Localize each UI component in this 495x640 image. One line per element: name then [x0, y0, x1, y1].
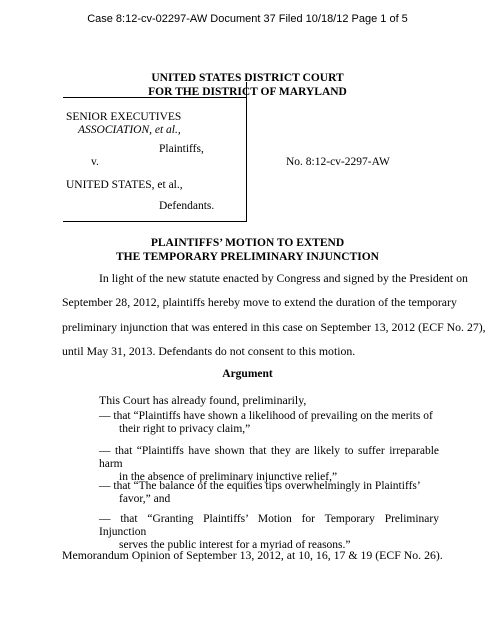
- motion-title-line2: THE TEMPORARY PRELIMINARY INJUNCTION: [116, 251, 379, 263]
- finding-item-4-line2: serves the public interest for a myriad of reasons.”: [119, 539, 351, 551]
- motion-title-line1: PLAINTIFFS’ MOTION TO EXTEND: [150, 237, 345, 249]
- finding-item-2-line1: — that “Plaintiffs have shown that they are likely to suffer irreparable harm: [99, 445, 439, 470]
- intro-line1: In light of the new statute enacted by Congress and signed by the President on: [99, 271, 468, 285]
- intro-line2: September 28, 2012, plaintiffs hereby move to extend the duration of the temporary: [62, 295, 457, 309]
- finding-item-1: [99, 410, 439, 436]
- finding-item-3: [99, 480, 439, 506]
- versus-label: v.: [91, 156, 99, 168]
- finding-item-2: [99, 445, 439, 484]
- argument-heading: Argument: [222, 368, 273, 380]
- intro-line4: until May 31, 2013. Defendants do not consent to this motion.: [62, 344, 356, 358]
- ecf-header: Case 8:12-cv-02297-AW Document 37 Filed 10/18/12 Page 1 of 5: [87, 13, 408, 25]
- caption-bottom-rule: [63, 221, 246, 222]
- caption-top-rule: [63, 97, 246, 98]
- finding-item-3-line1: — that “The balance of the equities tips overwhelmingly in Plaintiffs’: [99, 480, 421, 492]
- court-name-line1: UNITED STATES DISTRICT COURT: [151, 72, 344, 84]
- caption-vertical-rule: [246, 82, 247, 222]
- plaintiff-name-line1: SENIOR EXECUTIVES: [66, 111, 182, 123]
- court-name-line2: FOR THE DISTRICT OF MARYLAND: [148, 86, 347, 98]
- finding-item-4: [99, 513, 439, 552]
- defendant-name: UNITED STATES, et al.,: [66, 179, 183, 191]
- defendants-label: Defendants.: [159, 200, 215, 212]
- finding-item-4-line1: — that “Granting Plaintiffs’ Motion for Temporary Preliminary Injunction: [99, 513, 439, 538]
- citation: Memorandum Opinion of September 13, 2012, at 10, 16, 17 & 19 (ECF No. 26).: [62, 548, 443, 562]
- finding-item-1-line1: — that “Plaintiffs have shown a likelihood of prevailing on the merits of: [99, 410, 433, 422]
- finding-item-1-line2: their right to privacy claim,”: [119, 423, 251, 435]
- finding-item-2-line2: in the absence of preliminary injunctive relief,”: [119, 471, 338, 483]
- case-number: No. 8:12-cv-2297-AW: [286, 156, 390, 168]
- finding-item-3-line2: favor,” and: [119, 493, 171, 505]
- plaintiff-name-line2: ASSOCIATION, et al.,: [78, 124, 181, 136]
- plaintiffs-label: Plaintiffs,: [159, 143, 204, 155]
- argument-lead: This Court has already found, preliminarily,: [99, 393, 307, 407]
- intro-line3: preliminary injunction that was entered in this case on September 13, 2012 (ECF No. 27),: [62, 320, 486, 334]
